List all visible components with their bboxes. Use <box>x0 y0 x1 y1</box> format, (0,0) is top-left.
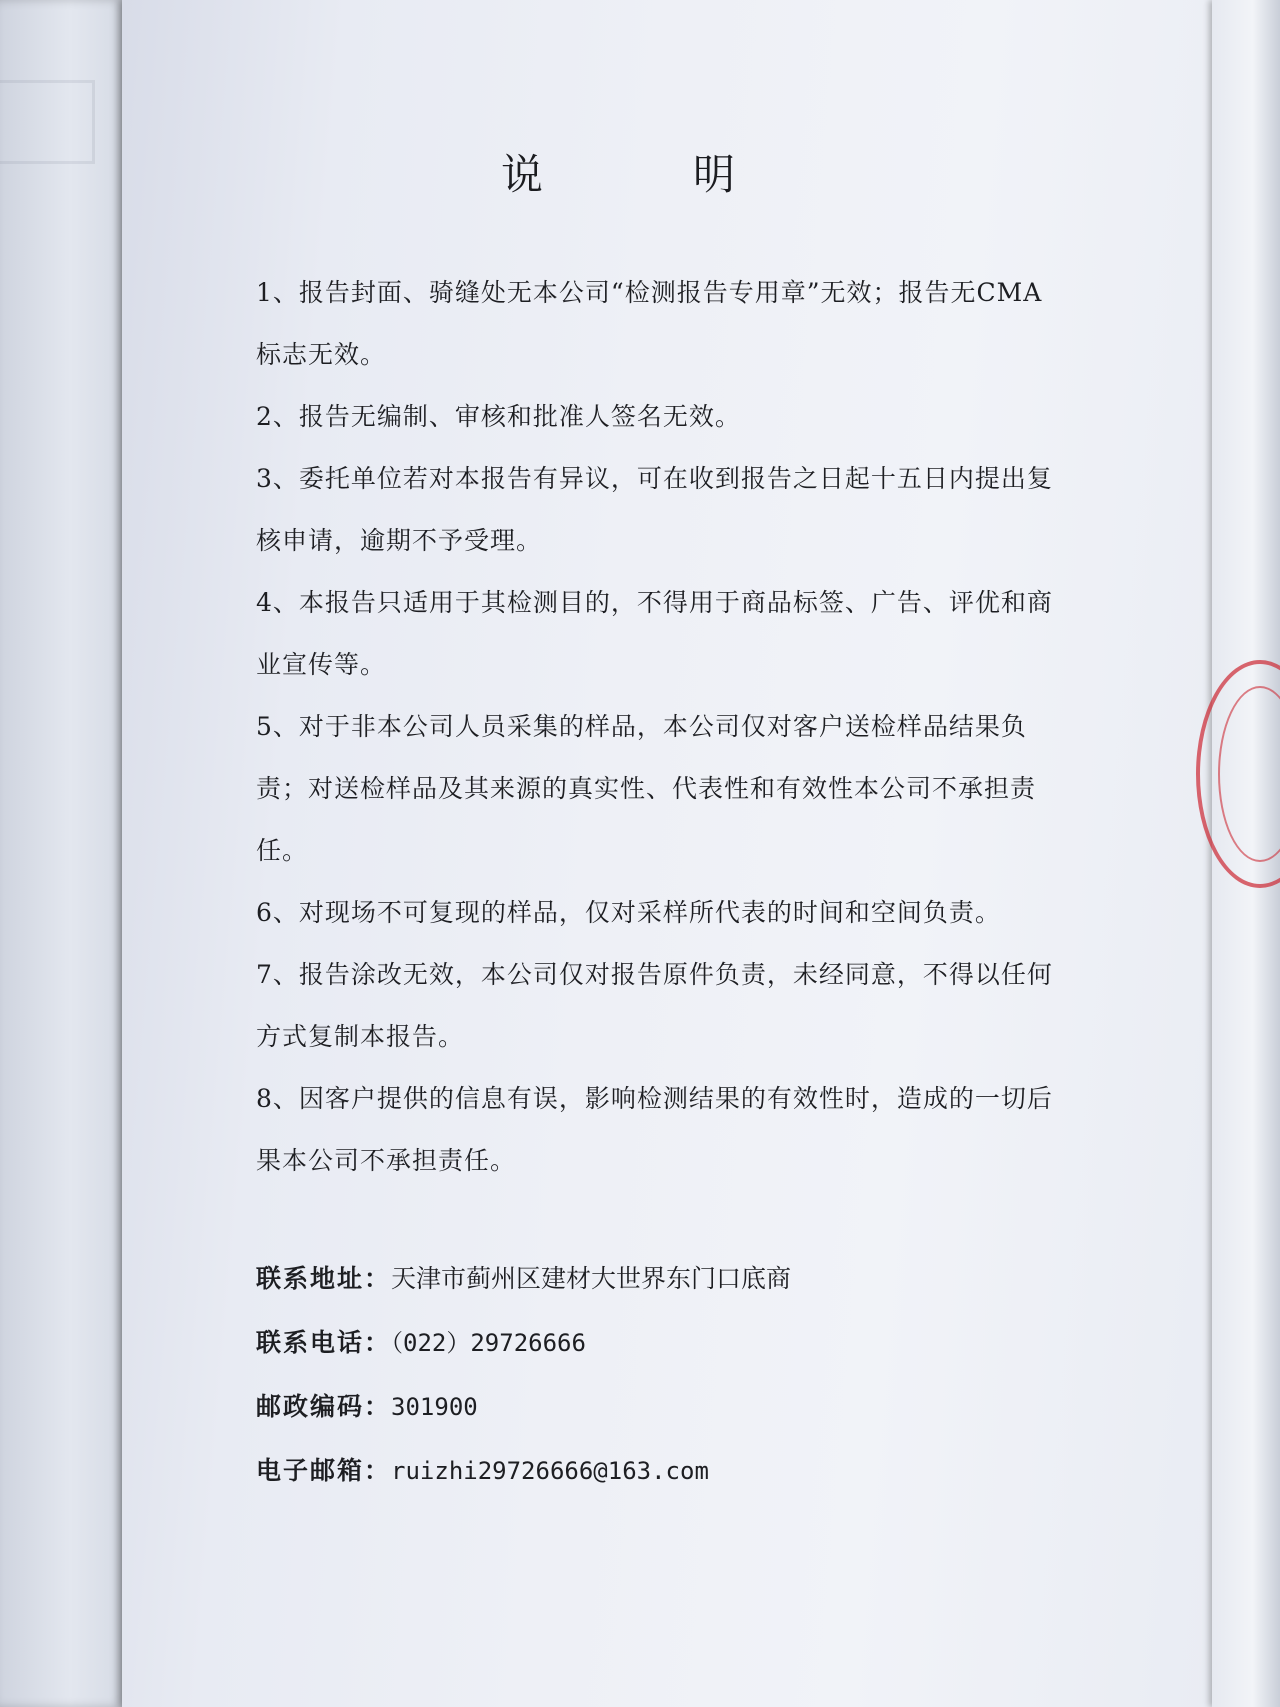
email-value: ruizhi29726666@163.com <box>391 1457 709 1485</box>
seal-inner-ring <box>1218 686 1280 862</box>
notes-list <box>256 262 1056 1192</box>
note-item: 8、因客户提供的信息有误，影响检测结果的有效性时，造成的一切后果本公司不承担责任。 <box>256 1084 1053 1175</box>
note-item: 6、对现场不可复现的样品，仅对采样所代表的时间和空间负责。 <box>256 898 1001 927</box>
note-item: 3、委托单位若对本报告有异议，可在收到报告之日起十五日内提出复核申请，逾期不予受理。 <box>256 464 1053 555</box>
address-label: 联系地址： <box>256 1264 392 1293</box>
contact-phone-row <box>256 1311 1016 1375</box>
contact-block <box>256 1247 1016 1503</box>
page-title: 说 明 <box>500 150 789 199</box>
postcode-label: 邮政编码： <box>256 1392 392 1421</box>
previous-page-edge <box>0 0 128 1707</box>
note-item: 5、对于非本公司人员采集的样品，本公司仅对客户送检样品结果负责；对送检样品及其来源的真实性、代表性和有效性本公司不承担责任。 <box>256 712 1037 865</box>
phone-label: 联系电话： <box>256 1328 392 1357</box>
note-item: 7、报告涂改无效，本公司仅对报告原件负责，未经同意，不得以任何方式复制本报告。 <box>256 960 1053 1051</box>
contact-postcode-row <box>256 1375 1016 1439</box>
note-item: 2、报告无编制、审核和批准人签名无效。 <box>256 402 741 431</box>
phone-value: （022）29726666 <box>391 1329 586 1357</box>
note-item: 4、本报告只适用于其检测目的，不得用于商品标签、广告、评优和商业宣传等。 <box>256 588 1053 679</box>
postcode-value: 301900 <box>391 1393 478 1421</box>
email-label: 电子邮箱： <box>256 1456 392 1485</box>
contact-email-row <box>256 1439 1016 1503</box>
contact-address-row <box>256 1247 1016 1311</box>
note-item: 1、报告封面、骑缝处无本公司“检测报告专用章”无效；报告无CMA 标志无效。 <box>256 278 1043 369</box>
address-value: 天津市蓟州区建材大世界东门口底商 <box>391 1264 792 1293</box>
